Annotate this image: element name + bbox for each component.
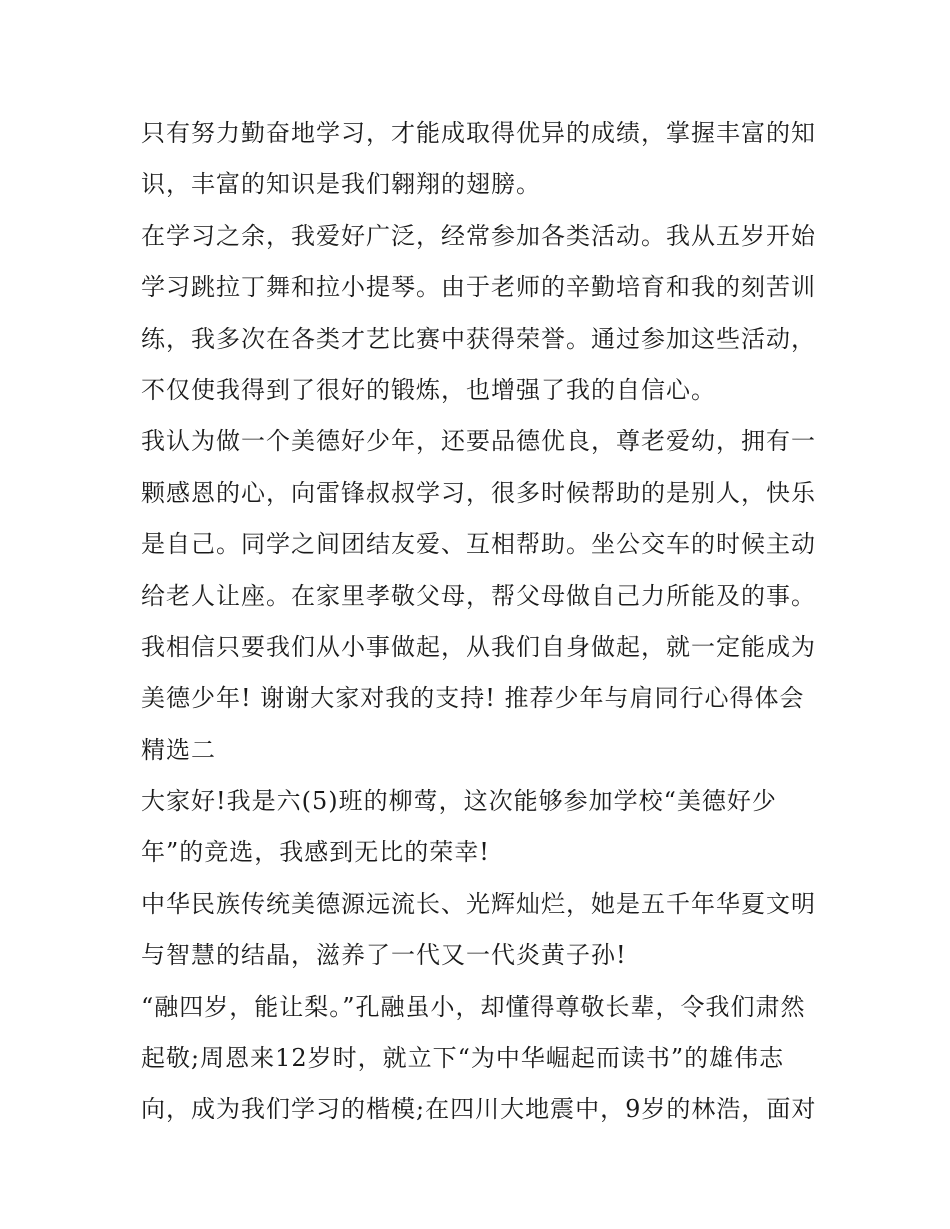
text-line: 颗感恩的心，向雷锋叔叔学习，很多时候帮助的是别人，快乐 — [141, 478, 816, 507]
document-body — [141, 108, 831, 1136]
text-line: 给老人让座。在家里孝敬父母，帮父母做自己力所能及的事。 — [141, 581, 816, 610]
text-line: 美德少年! 谢谢大家对我的支持! 推荐少年与肩同行心得体会 — [141, 684, 805, 713]
text-line: 练，我多次在各类才艺比赛中获得荣誉。通过参加这些活动， — [141, 324, 816, 353]
text-line: 精选二 — [141, 735, 216, 764]
text-line: 我相信只要我们从小事做起，从我们自身做起，就一定能成为 — [141, 632, 816, 661]
text-line: 只有努力勤奋地学习，才能成取得优异的成绩，掌握丰富的知 — [141, 119, 816, 147]
text-line: 在学习之余，我爱好广泛，经常参加各类活动。我从五岁开始 — [141, 221, 816, 250]
text-line: 年”的竞选，我感到无比的荣幸! — [141, 838, 490, 867]
text-line: 识，丰富的知识是我们翱翔的翅膀。 — [141, 170, 541, 199]
text-line: 学习跳拉丁舞和拉小提琴。由于老师的辛勤培育和我的刻苦训 — [141, 273, 816, 302]
text-line: 不仅使我得到了很好的锻炼，也增强了我的自信心。 — [141, 375, 716, 404]
text-line: “融四岁，能让梨。”孔融虽小，却懂得尊敬长辈，令我们肃然 — [141, 992, 806, 1021]
text-line: 是自己。同学之间团结友爱、互相帮助。坐公交车的时候主动 — [141, 530, 816, 559]
text-line: 中华民族传统美德源远流长、光辉灿烂，她是五千年华夏文明 — [141, 889, 816, 918]
text-line: 大家好!我是六(5)班的柳莺，这次能够参加学校“美德好少 — [141, 787, 777, 816]
text-line: 我认为做一个美德好少年，还要品德优良，尊老爱幼，拥有一 — [141, 427, 816, 456]
text-line: 起敬;周恩来12岁时，就立下“为中华崛起而读书”的雄伟志 — [141, 1044, 785, 1073]
text-line: 向，成为我们学习的楷模;在四川大地震中，9岁的林浩，面对 — [141, 1095, 817, 1124]
text-line: 与智慧的结晶，滋养了一代又一代炎黄子孙! — [141, 941, 627, 970]
